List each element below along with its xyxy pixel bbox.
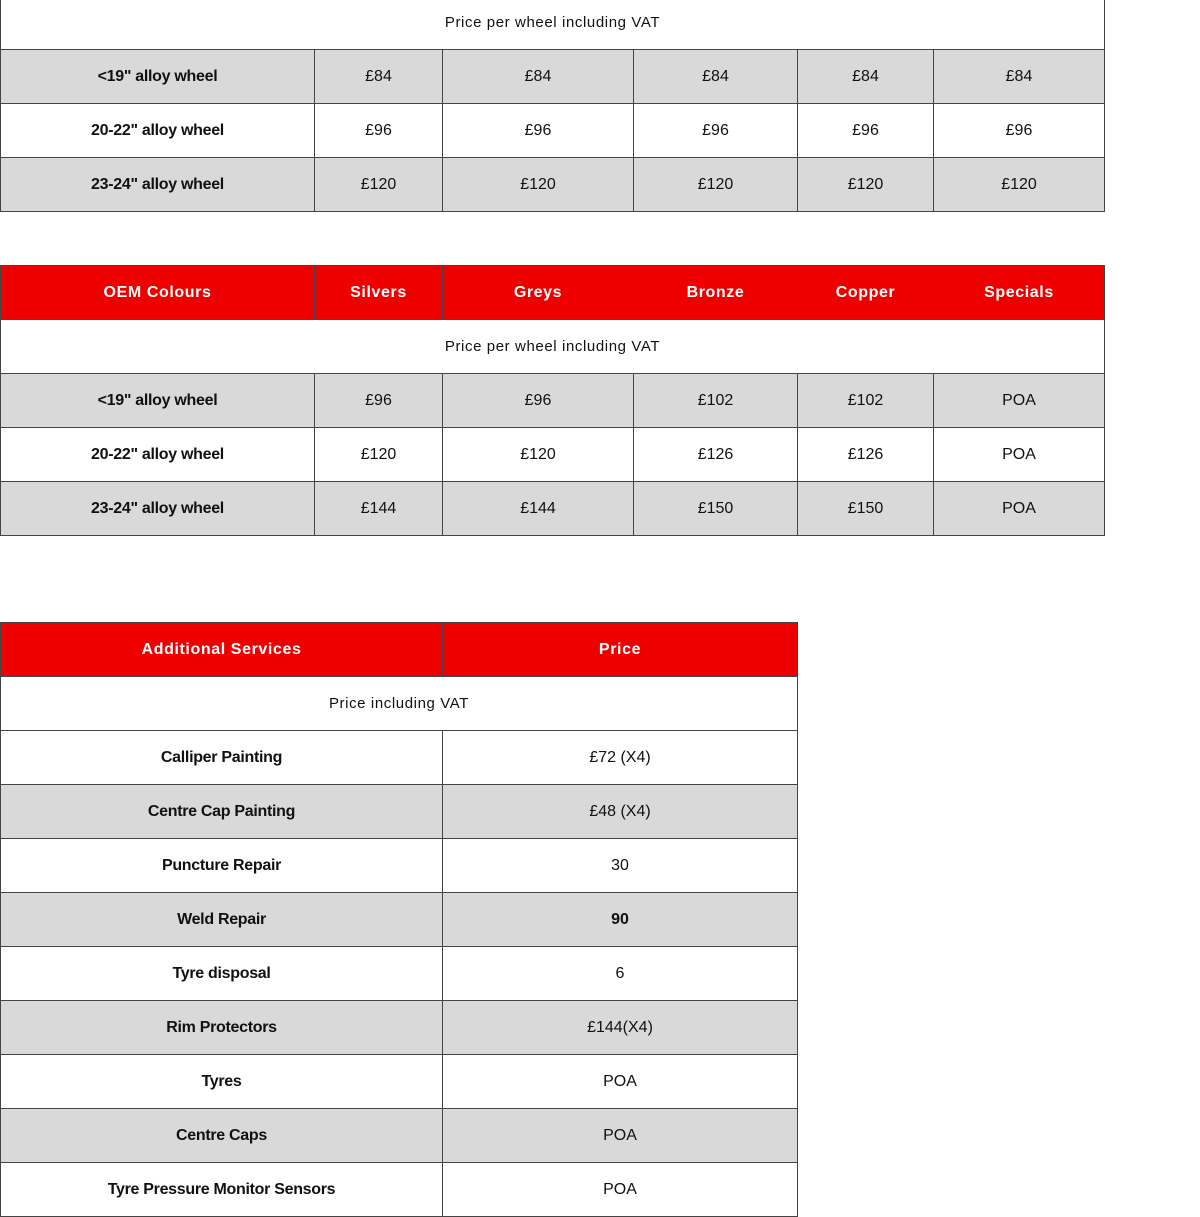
header-bronze: Bronze <box>634 266 798 320</box>
table-row <box>1 731 798 785</box>
price-cell: £84 <box>443 50 634 104</box>
table-subheader: Price including VAT <box>1 677 798 731</box>
row-label: <19" alloy wheel <box>1 374 315 428</box>
oem-colours-table <box>0 265 1105 536</box>
service-label: Tyre Pressure Monitor Sensors <box>1 1163 443 1217</box>
price-cell: £96 <box>315 104 443 158</box>
service-price: 90 <box>443 893 798 947</box>
table-row <box>1 1109 798 1163</box>
service-price: 6 <box>443 947 798 1001</box>
service-label: Centre Caps <box>1 1109 443 1163</box>
price-cell: £120 <box>634 158 798 212</box>
table-row <box>1 374 1105 428</box>
table-subheader: Price per wheel including VAT <box>1 0 1105 50</box>
service-label: Tyre disposal <box>1 947 443 1001</box>
table-row <box>1 893 798 947</box>
service-label: Rim Protectors <box>1 1001 443 1055</box>
table-row <box>1 50 1105 104</box>
price-cell: £120 <box>934 158 1105 212</box>
additional-services-table <box>0 622 798 1217</box>
price-cell: £84 <box>934 50 1105 104</box>
price-cell: £84 <box>798 50 934 104</box>
price-cell: £96 <box>634 104 798 158</box>
service-label: Tyres <box>1 1055 443 1109</box>
price-cell: £120 <box>315 158 443 212</box>
header-price: Price <box>443 623 798 677</box>
table-row <box>1 1163 798 1217</box>
price-cell: £150 <box>634 482 798 536</box>
row-label: 23-24" alloy wheel <box>1 158 315 212</box>
header-additional-services: Additional Services <box>1 623 443 677</box>
price-cell: POA <box>934 428 1105 482</box>
service-price: POA <box>443 1055 798 1109</box>
service-label: Weld Repair <box>1 893 443 947</box>
price-cell: £126 <box>798 428 934 482</box>
price-cell: £120 <box>443 158 634 212</box>
service-price: £72 (X4) <box>443 731 798 785</box>
table-row <box>1 428 1105 482</box>
price-cell: £84 <box>315 50 443 104</box>
service-label: Puncture Repair <box>1 839 443 893</box>
row-label: 20-22" alloy wheel <box>1 428 315 482</box>
table-header-row <box>1 266 1105 320</box>
row-label: 20-22" alloy wheel <box>1 104 315 158</box>
service-price: POA <box>443 1163 798 1217</box>
price-cell: £126 <box>634 428 798 482</box>
header-greys: Greys <box>443 266 634 320</box>
table-row <box>1 947 798 1001</box>
price-cell: £102 <box>798 374 934 428</box>
row-label: <19" alloy wheel <box>1 50 315 104</box>
service-price: POA <box>443 1109 798 1163</box>
service-label: Centre Cap Painting <box>1 785 443 839</box>
table-row <box>1 158 1105 212</box>
price-cell: £96 <box>934 104 1105 158</box>
price-cell: £150 <box>798 482 934 536</box>
table-row <box>1 482 1105 536</box>
table-header-row <box>1 623 798 677</box>
price-cell: £84 <box>634 50 798 104</box>
price-cell: £120 <box>443 428 634 482</box>
price-cell: £96 <box>798 104 934 158</box>
price-cell: £96 <box>443 104 634 158</box>
price-cell: £120 <box>798 158 934 212</box>
price-cell: £144 <box>443 482 634 536</box>
price-cell: POA <box>934 374 1105 428</box>
table-row <box>1 104 1105 158</box>
price-cell: £120 <box>315 428 443 482</box>
header-specials: Specials <box>934 266 1105 320</box>
table-subheader: Price per wheel including VAT <box>1 320 1105 374</box>
wheel-price-table <box>0 0 1105 212</box>
price-cell: POA <box>934 482 1105 536</box>
table-row <box>1 1001 798 1055</box>
price-cell: £96 <box>315 374 443 428</box>
header-silvers: Silvers <box>315 266 443 320</box>
row-label: 23-24" alloy wheel <box>1 482 315 536</box>
table-row <box>1 1055 798 1109</box>
price-cell: £102 <box>634 374 798 428</box>
header-oem-colours: OEM Colours <box>1 266 315 320</box>
price-cell: £144 <box>315 482 443 536</box>
service-price: 30 <box>443 839 798 893</box>
header-copper: Copper <box>798 266 934 320</box>
table-row <box>1 839 798 893</box>
service-price: £144(X4) <box>443 1001 798 1055</box>
service-price: £48 (X4) <box>443 785 798 839</box>
service-label: Calliper Painting <box>1 731 443 785</box>
price-cell: £96 <box>443 374 634 428</box>
table-row <box>1 785 798 839</box>
